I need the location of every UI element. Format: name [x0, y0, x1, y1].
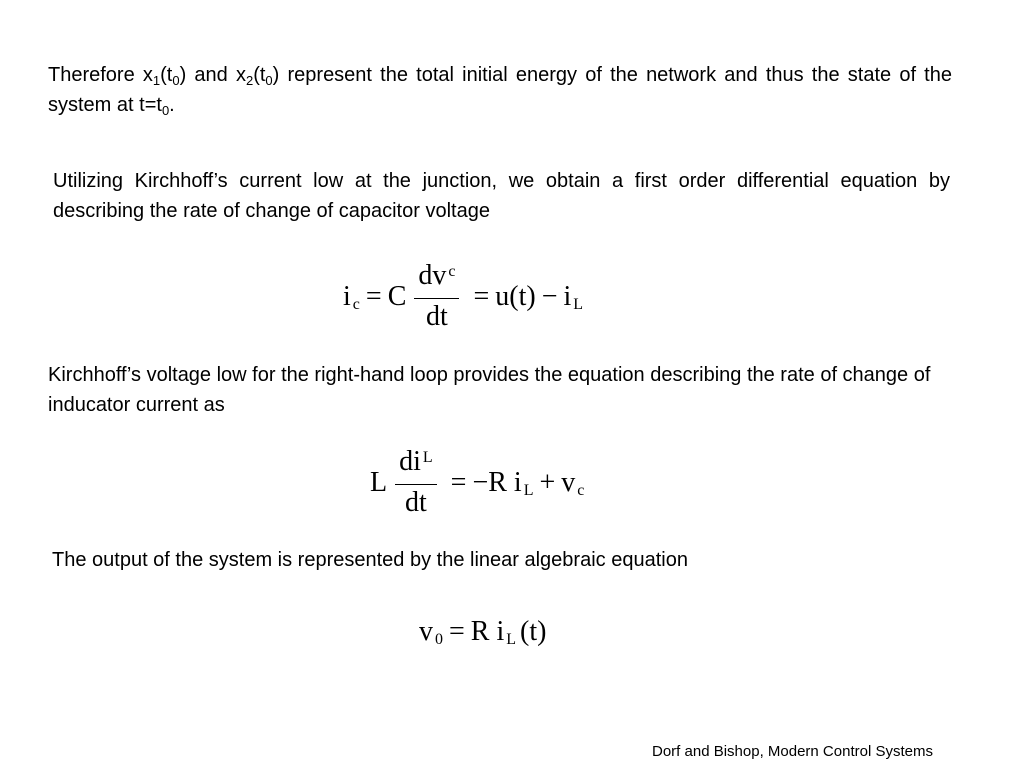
equation-inductor-current — [370, 446, 584, 519]
eq-subscript: L — [523, 481, 534, 499]
eq-operator: = — [365, 280, 382, 312]
eq-operator: + — [539, 466, 556, 498]
subscript: 1 — [152, 73, 161, 88]
text-fragment: Therefore x — [48, 64, 153, 86]
eq-operator: − — [541, 280, 558, 312]
text-fragment: (t — [160, 64, 173, 86]
eq-subscript: L — [422, 449, 433, 466]
eq-symbol: dv — [418, 260, 447, 291]
eq-symbol: v — [419, 616, 433, 647]
subscript: 0 — [172, 73, 180, 88]
eq-symbol: R i — [470, 616, 505, 647]
eq-symbol: di — [399, 446, 421, 477]
text-fragment: ) and x — [179, 64, 246, 86]
eq-denominator: dt — [426, 301, 448, 332]
eq-numerator — [414, 260, 459, 298]
source-citation: Dorf and Bishop, Modern Control Systems — [652, 743, 933, 760]
subscript: 0 — [265, 73, 273, 88]
eq-symbol: i — [563, 280, 572, 312]
eq-subscript: c — [352, 295, 360, 313]
eq-fraction — [395, 446, 437, 519]
subscript: 2 — [245, 73, 254, 88]
eq-symbol: L — [370, 466, 388, 498]
eq-denominator: dt — [405, 487, 427, 518]
eq-subscript: L — [506, 631, 517, 648]
eq-subscript: c — [448, 263, 456, 280]
eq-symbol: i — [343, 280, 351, 312]
eq-subscript: c — [577, 481, 585, 499]
eq-numerator — [395, 446, 437, 484]
text-fragment: ) represent the total initial energy of the network and thus the state of the system at t=t — [48, 64, 952, 116]
equation-capacitor-current — [343, 260, 583, 333]
eq-subscript: 0 — [435, 631, 443, 648]
eq-operator: = — [473, 280, 490, 312]
eq-symbol: v — [561, 466, 576, 498]
eq-symbol: (t) — [520, 616, 547, 647]
eq-symbol: u(t) — [495, 280, 536, 312]
eq-symbol: C — [387, 280, 407, 312]
paragraph-kirchhoff-voltage: Kirchhoff’s voltage low for the right-hand loop provides the equation describing the rate of change of inducator current as — [48, 364, 931, 416]
eq-subscript: L — [573, 295, 584, 313]
text-fragment: . — [169, 94, 175, 116]
eq-fraction — [414, 260, 459, 333]
equation-output-voltage — [419, 616, 546, 648]
eq-operator: = — [450, 466, 467, 498]
subscript: 0 — [161, 103, 170, 118]
paragraph-kirchhoff-current: Utilizing Kirchhoff’s current low at the junction, we obtain a first order differential equation by describing the rate of change of capacitor voltage — [53, 170, 950, 222]
eq-operator: = — [449, 616, 465, 647]
text-fragment: (t — [253, 64, 266, 86]
paragraph-output: The output of the system is represented by the linear algebraic equation — [52, 549, 688, 571]
paragraph-initial-energy — [48, 60, 952, 120]
eq-symbol: −R i — [472, 466, 522, 498]
